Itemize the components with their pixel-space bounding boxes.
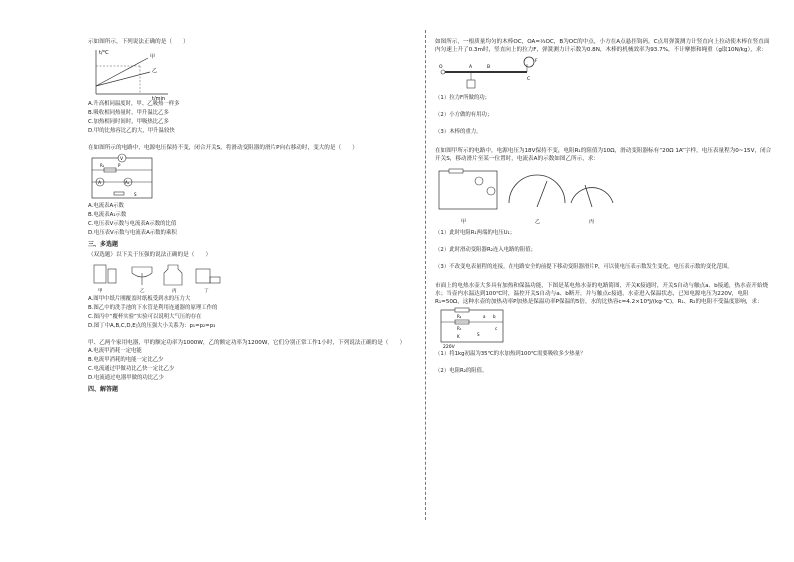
series-line-b bbox=[96, 72, 150, 86]
figure-label-jia: 甲 bbox=[98, 289, 103, 294]
q1-option-c[interactable]: C.加热相同时间时，甲吸热比乙多 bbox=[88, 119, 169, 125]
figure-jia-cup bbox=[108, 269, 116, 283]
q3-stem: （双选题）以下关于压强的说法正确的是（ ） bbox=[88, 252, 212, 258]
q5-sub-2: （2）小方做的有用功； bbox=[435, 112, 493, 118]
contact-b-label: b bbox=[493, 314, 496, 319]
figure-label-yi: 乙 bbox=[535, 219, 541, 225]
y-axis-label: t/°C bbox=[99, 50, 109, 56]
pressure-experiment-figures bbox=[88, 259, 238, 295]
point-c-label: C bbox=[527, 77, 531, 82]
source-voltage-label: 220V bbox=[443, 345, 455, 350]
q3-option-c[interactable]: C.图丙中“覆杯实验”实验可以说明大气压的存在 bbox=[88, 314, 202, 320]
x-axis-label: t/min bbox=[152, 96, 166, 100]
switch-s-label: S bbox=[477, 332, 480, 337]
q5-sub-3: （3）木棒的重力。 bbox=[435, 129, 482, 135]
resistor-r2 bbox=[455, 308, 469, 312]
q7-stem: 市面上的电热水壶大多具有加热和保温功能，下图是某电热水壶的电路简图，开关K接通时，开关S自动与触点a、b接通，热水壶开始烧水；当壶内水温达到100℃时，温控开关S自动与a、b断开，并与触点c接通，水壶进入保温状态，已知电源电压为220V，电阻R₁=50Ω，这种水壶的加热功率P加热是保温功率P保温的5倍，水的比热容c=4.2×10³J/(kg·℃)，R₁、R₂的电阻不受温度影响，求： bbox=[435, 283, 769, 305]
q1-option-d[interactable]: D.甲的比热容比乙的大，甲升温较快 bbox=[88, 128, 175, 134]
q5-sub-1: （1）拉力F所做的功； bbox=[435, 95, 491, 101]
slider-p-label: P bbox=[118, 163, 121, 168]
contact-c-label: c bbox=[495, 326, 498, 331]
q3-option-b[interactable]: B.图乙中的洗手池的下水管是利用连通器的原理工作的 bbox=[88, 305, 218, 311]
switch-s-label: S bbox=[134, 192, 137, 197]
resistor-r1-label: R₁ bbox=[100, 163, 105, 168]
ammeter-symbol bbox=[487, 187, 495, 195]
q6-sub-3: （3）不改变电表量程的连接，在电路安全的前提下移动变阻器滑片P，可以使电压表示数发生变化，电压表示数的变化范围。 bbox=[435, 264, 733, 270]
q1-option-a[interactable]: A.升高相同温度时，甲、乙吸热一样多 bbox=[88, 101, 180, 107]
ammeter-a-label: A bbox=[98, 181, 102, 186]
column-divider bbox=[425, 30, 426, 520]
left-column bbox=[88, 38, 408, 396]
contact-a-label: a bbox=[483, 314, 486, 319]
q6-sub-2: （2）此时滑动变阻器R₂连入电路的阻值； bbox=[435, 247, 536, 253]
force-f-label: F bbox=[535, 59, 538, 64]
resistor-symbol bbox=[449, 169, 463, 173]
section-3-heading: 三、多选题 bbox=[88, 241, 119, 248]
q2-option-b[interactable]: B.电流表A₁示数 bbox=[88, 212, 127, 218]
q4-option-a[interactable]: A.电流甲消耗一定电能 bbox=[88, 348, 142, 354]
q7-sub-2: （2）电阻R₂的阻值。 bbox=[435, 368, 488, 374]
pivot-o bbox=[441, 70, 445, 74]
voltmeter-label: V bbox=[120, 157, 124, 162]
q4-option-c[interactable]: C.电流通过甲做功比乙快一定比乙少 bbox=[88, 366, 175, 372]
ammeter-a1-label: A₁ bbox=[125, 180, 130, 185]
q1-option-b[interactable]: B.吸收相同热量时，甲升温比乙多 bbox=[88, 110, 169, 116]
q6-figures bbox=[435, 163, 615, 229]
kettle-circuit-diagram bbox=[435, 306, 515, 350]
q2-option-a[interactable]: A.电流表A示数 bbox=[88, 203, 124, 209]
series-label-b: 乙 bbox=[152, 68, 158, 74]
q3-option-d[interactable]: D.图丁中A,B,C,D,E点的压强大小关系为：p₁=p₂=p₃ bbox=[88, 323, 216, 329]
q4-stem: 甲、乙两个家用电器，甲的额定功率为1000W，乙的额定功率为1200W，它们分别正常工作1小时，下列说法正确的是（ ） bbox=[88, 340, 406, 346]
voltmeter-dial-bing bbox=[571, 188, 613, 203]
figure-label-jia: 甲 bbox=[461, 219, 467, 225]
q1-stem: 示如图所示，下列说法正确的是（ ） bbox=[88, 39, 189, 45]
q2-circuit-diagram bbox=[88, 152, 158, 202]
lever-diagram bbox=[435, 54, 545, 94]
series-label-a: 甲 bbox=[150, 54, 156, 60]
figure-ding-base bbox=[210, 277, 220, 283]
point-b-label: B bbox=[487, 65, 491, 70]
figure-label-ding: 丁 bbox=[204, 289, 209, 294]
ammeter-needle bbox=[537, 181, 547, 207]
q4-option-d[interactable]: D.电流通过电器甲做的功比乙少 bbox=[88, 375, 164, 381]
figure-jia bbox=[94, 265, 106, 283]
figure-yi-sink bbox=[132, 267, 152, 285]
figure-ding-container bbox=[196, 269, 210, 283]
q6-stem: 在如图甲所示的电路中，电源电压为18V保持不变，电阻R₁的阻值为10Ω，滑动变阻器标有“20Ω 1A”字样，电压表量程为0~15V，闭合开关S，移动滑片至某一位置时，电流表A的示数如图乙所示，求： bbox=[435, 148, 772, 162]
section-4-heading: 四、解答题 bbox=[88, 386, 119, 393]
right-column bbox=[435, 38, 775, 376]
q4-option-b[interactable]: B.电流甲消耗的电能一定比乙少 bbox=[88, 357, 164, 363]
q6-sub-1: （1）此时电阻R₁两端的电压U₁； bbox=[435, 230, 516, 236]
q2-stem: 在如图所示的电路中，电源电压保持不变，闭合开关S，将滑动变阻器的滑片P向右移动时，变大的是（ ） bbox=[88, 145, 358, 151]
switch-k-label: K bbox=[457, 334, 460, 339]
point-o-label: O bbox=[439, 65, 443, 70]
figure-label-bing: 丙 bbox=[589, 219, 595, 225]
q2-option-c[interactable]: C.电压表V示数与电流表A示数的比值 bbox=[88, 221, 177, 227]
q7-sub-1: （1）将1kg初温为35℃的水加热到100℃需要吸收多少热量？ bbox=[435, 351, 586, 357]
voltmeter-symbol bbox=[475, 177, 483, 185]
hook-weight bbox=[467, 80, 475, 88]
figure-label-bing: 丙 bbox=[172, 289, 177, 294]
ammeter-dial-yi bbox=[509, 175, 565, 203]
resistor-r1-label: R₁ bbox=[457, 326, 462, 331]
pulley-icon bbox=[524, 57, 534, 67]
voltmeter-needle bbox=[585, 185, 592, 207]
q5-stem: 如图所示，一根质量均匀的木棒OC，OA=⅓OC，B为OC的中点，小方在A点悬挂钩码，C点用弹簧测力计竖直向上拉动使木棒在竖直面内匀速上升了0.3m时，竖直向上的拉力F，弹簧测力计示数为0.8N，木棒的机械效率为93.7%，不计摩擦和绳重（g取10N/kg），求： bbox=[435, 39, 770, 53]
q3-option-a[interactable]: A.图甲中纸片刚覆盖时纸板受到水的压力大 bbox=[88, 296, 191, 302]
battery-symbol bbox=[114, 192, 124, 195]
point-a-label: A bbox=[469, 65, 473, 70]
figure-bing-bottle bbox=[164, 265, 182, 285]
resistor-r2-label: R₂ bbox=[457, 314, 462, 319]
temperature-time-graph bbox=[88, 46, 178, 100]
figure-label-yi: 乙 bbox=[140, 289, 145, 294]
q2-option-d[interactable]: D.电压表V示数与电流表A示数的乘积 bbox=[88, 230, 177, 236]
